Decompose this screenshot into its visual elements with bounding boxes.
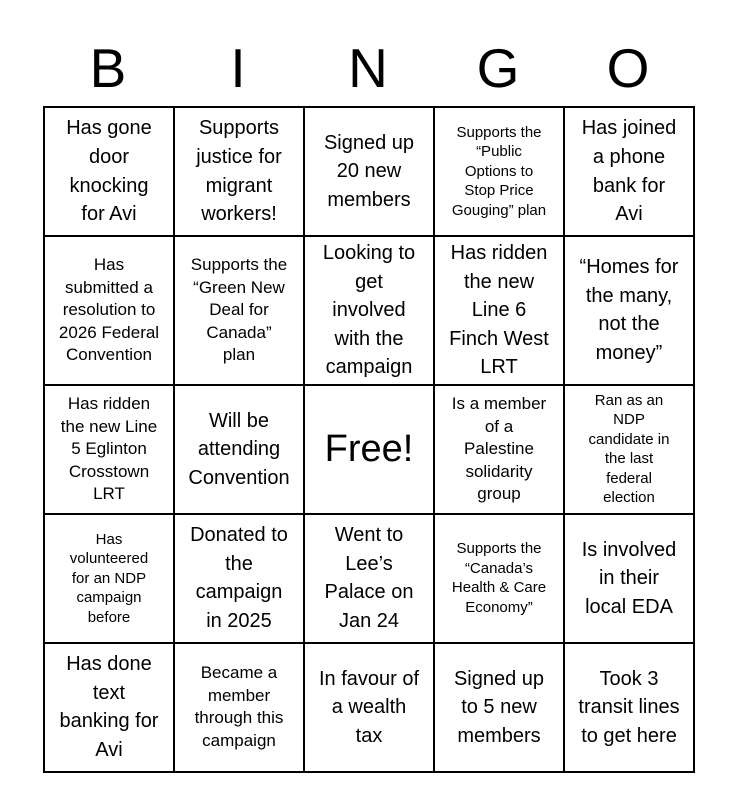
bingo-cell-text: Has done text banking for Avi [59,653,159,762]
bingo-letter-b: B [89,37,127,99]
bingo-cell[interactable] [564,514,694,643]
bingo-cell-text: Has volunteered for an NDP campaign before [69,530,149,626]
bingo-cell-text: Went to Lee’s Palace on Jan 24 [324,524,414,633]
bingo-letter-g: G [476,37,520,99]
bingo-cell[interactable] [174,107,304,236]
bingo-cell-text: Ran as an NDP candidate in the last federal election [588,391,670,507]
bingo-row-2 [44,236,694,385]
bingo-cell[interactable] [564,236,694,385]
bingo-cell-text: Became a member through this campaign [194,663,284,751]
bingo-cell-text: Is a member of a Palestine solidarity group [451,393,547,504]
bingo-cell-text: Has ridden the new Line 6 Finch West LRT [449,242,549,379]
bingo-cell-text: Has submitted a resolution to 2026 Federal Convention [58,254,160,365]
bingo-cell[interactable] [434,107,564,236]
bingo-cell[interactable] [174,643,304,772]
bingo-cell[interactable] [44,107,174,236]
bingo-cell[interactable] [44,236,174,385]
free-space-cell[interactable] [304,385,434,514]
bingo-cell[interactable] [174,236,304,385]
bingo-cell-text: Has gone door knocking for Avi [66,117,152,226]
bingo-cell-text: “Homes for the many, not the money” [579,256,679,365]
bingo-cell[interactable] [434,385,564,514]
bingo-cell[interactable] [434,514,564,643]
bingo-cell[interactable] [174,385,304,514]
bingo-cell[interactable] [434,643,564,772]
bingo-cell[interactable] [564,643,694,772]
bingo-cell-text: Has ridden the new Line 5 Eglinton Crosstown LRT [60,393,158,504]
bingo-cell[interactable] [174,514,304,643]
bingo-cell-text: Signed up to 5 new members [453,667,545,747]
bingo-cell[interactable] [434,236,564,385]
bingo-cell-text: In favour of a wealth tax [318,667,420,747]
bingo-cell-text: Will be attending Convention [188,409,290,489]
bingo-row-3 [44,385,694,514]
bingo-cell-text: Signed up 20 new members [323,131,415,211]
bingo-cell-text: Has joined a phone bank for Avi [581,117,677,226]
bingo-letter-i: I [230,37,246,99]
bingo-row-1 [44,107,694,236]
bingo-cell[interactable] [44,385,174,514]
bingo-row-4 [44,514,694,643]
free-space-text: Free! [324,427,414,470]
bingo-cell-text: Supports justice for migrant workers! [196,117,282,226]
bingo-cell[interactable] [304,107,434,236]
bingo-cell-text: Is involved in their local EDA [581,538,677,618]
bingo-title [43,37,693,99]
bingo-cell[interactable] [304,236,434,385]
bingo-cell[interactable] [44,643,174,772]
bingo-cell[interactable] [44,514,174,643]
bingo-cell-text: Supports the “Green New Deal for Canada” plan [190,254,288,365]
bingo-cell-text: Looking to get involved with the campaign [322,242,416,379]
bingo-row-5 [44,643,694,772]
bingo-board [43,106,695,773]
bingo-cell-text: Supports the “Canada’s Health & Care Economy” [451,540,547,616]
bingo-cell[interactable] [564,385,694,514]
bingo-cell-text: Took 3 transit lines to get here [578,667,680,747]
bingo-cell-text: Supports the “Public Options to Stop Price Gouging” plan [451,123,547,219]
bingo-cell[interactable] [304,514,434,643]
bingo-letter-o: O [606,37,650,99]
bingo-cell[interactable] [564,107,694,236]
bingo-letter-n: N [348,37,388,99]
bingo-cell-text: Donated to the campaign in 2025 [190,524,288,633]
bingo-cell[interactable] [304,643,434,772]
